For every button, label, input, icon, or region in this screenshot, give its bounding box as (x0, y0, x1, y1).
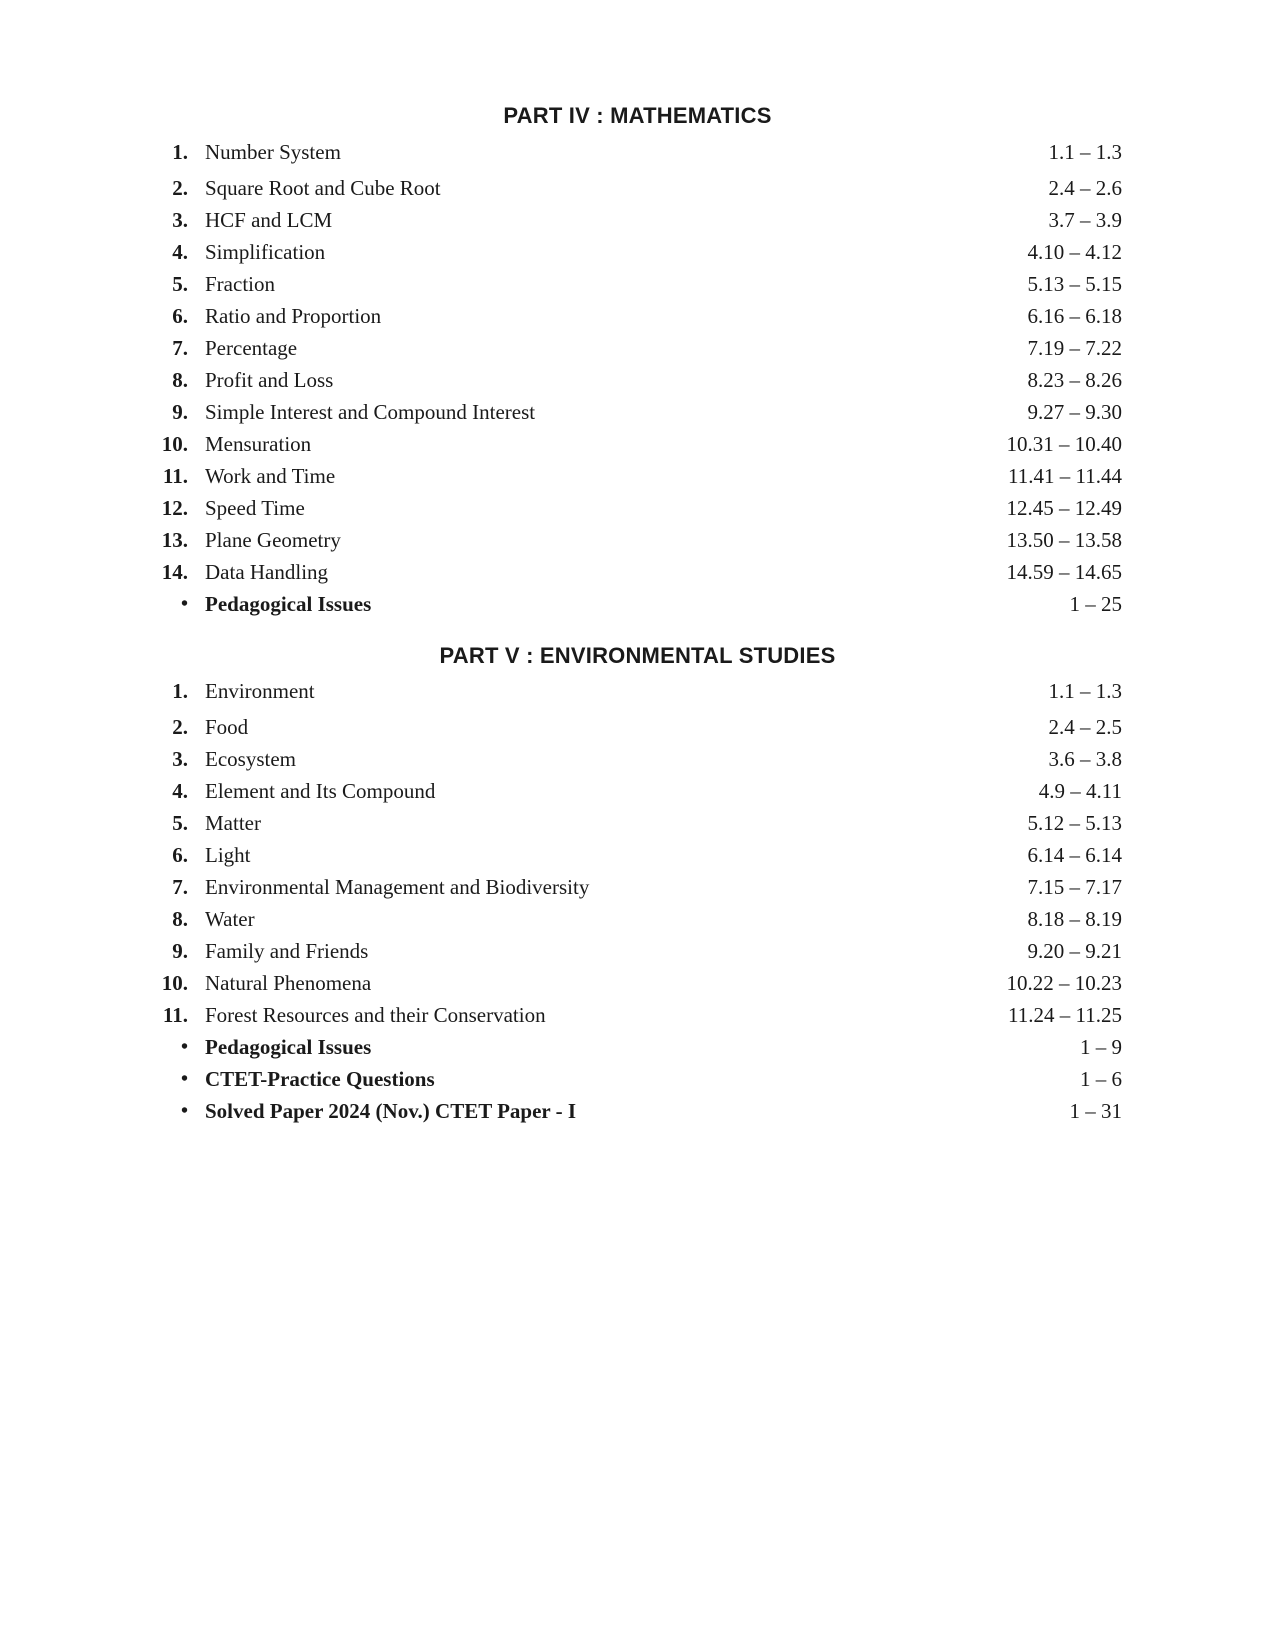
item-title: Simple Interest and Compound Interest (205, 400, 536, 424)
item-number: 6. (172, 304, 188, 328)
item-pages: 2.4 – 2.5 (1048, 715, 1122, 739)
item-number: 3. (172, 208, 188, 232)
bullet-icon: • (180, 1036, 188, 1058)
toc-row (150, 460, 1122, 492)
item-pages: 1 – 9 (1080, 1035, 1122, 1059)
part4-heading: PART IV : MATHEMATICS (503, 103, 772, 128)
item-title: Natural Phenomena (205, 971, 372, 995)
item-title: Mensuration (205, 432, 312, 456)
item-number: 5. (172, 272, 188, 296)
item-title: Plane Geometry (205, 528, 341, 552)
toc-row (150, 300, 1122, 332)
item-pages: 1 – 6 (1080, 1067, 1122, 1091)
toc-row (150, 675, 1122, 707)
item-pages: 6.16 – 6.18 (1027, 304, 1122, 328)
item-pages: 3.6 – 3.8 (1048, 747, 1122, 771)
item-pages: 8.23 – 8.26 (1027, 368, 1122, 392)
item-title: CTET-Practice Questions (205, 1067, 435, 1091)
item-pages: 11.24 – 11.25 (1008, 1003, 1122, 1027)
item-number: 7. (172, 336, 188, 360)
item-number: 3. (172, 747, 188, 771)
part5-heading: PART V : ENVIRONMENTAL STUDIES (439, 643, 836, 668)
item-title: Number System (205, 140, 341, 164)
toc-row (150, 839, 1122, 871)
item-number: 10. (161, 432, 188, 456)
item-title: Percentage (205, 336, 298, 360)
item-pages: 7.19 – 7.22 (1027, 336, 1122, 360)
item-title: Environment (205, 679, 315, 703)
item-number: 9. (172, 400, 188, 424)
item-title: Food (205, 715, 249, 739)
toc-row (150, 268, 1122, 300)
item-number: 6. (172, 843, 188, 867)
item-pages: 5.12 – 5.13 (1027, 811, 1122, 835)
item-number: 2. (172, 715, 188, 739)
item-pages: 10.31 – 10.40 (1006, 432, 1122, 456)
item-title: Ecosystem (205, 747, 296, 771)
item-title: Work and Time (205, 464, 336, 488)
item-title: Environmental Management and Biodiversity (205, 875, 590, 899)
bullet-icon: • (180, 1100, 188, 1122)
toc-row (150, 743, 1122, 775)
item-number: 8. (172, 368, 188, 392)
toc-row (150, 903, 1122, 935)
item-pages: 7.15 – 7.17 (1027, 875, 1122, 899)
item-pages: 1.1 – 1.3 (1048, 679, 1122, 703)
item-pages: 9.20 – 9.21 (1027, 939, 1122, 963)
toc-row (150, 999, 1122, 1031)
toc-row (150, 524, 1122, 556)
toc-row (150, 492, 1122, 524)
toc-row (150, 807, 1122, 839)
item-title: Pedagogical Issues (205, 592, 372, 616)
item-title: Profit and Loss (205, 368, 334, 392)
item-pages: 8.18 – 8.19 (1027, 907, 1122, 931)
item-title: Speed Time (205, 496, 305, 520)
item-title: Forest Resources and their Conservation (205, 1003, 546, 1027)
item-title: Water (205, 907, 255, 931)
item-title: Ratio and Proportion (205, 304, 382, 328)
bullet-icon: • (180, 1068, 188, 1090)
item-number: 8. (172, 907, 188, 931)
item-title: Data Handling (205, 560, 329, 584)
item-pages: 1 – 31 (1069, 1099, 1122, 1123)
item-number: 1. (172, 679, 188, 703)
item-pages: 9.27 – 9.30 (1027, 400, 1122, 424)
item-title: Fraction (205, 272, 275, 296)
part4-toc-list (150, 136, 1122, 620)
item-number: 14. (161, 560, 188, 584)
toc-row (150, 1063, 1122, 1095)
item-number: 7. (172, 875, 188, 899)
item-pages: 2.4 – 2.6 (1048, 176, 1122, 200)
item-number: 10. (161, 971, 188, 995)
bullet-icon: • (180, 593, 188, 615)
toc-row (150, 396, 1122, 428)
toc-row (150, 172, 1122, 204)
toc-row (150, 588, 1122, 620)
item-number: 5. (172, 811, 188, 835)
toc-row (150, 1031, 1122, 1063)
item-number: 11. (162, 464, 188, 488)
item-number: 13. (161, 528, 188, 552)
item-number: 4. (172, 779, 188, 803)
toc-row (150, 967, 1122, 999)
toc-row (150, 775, 1122, 807)
item-pages: 5.13 – 5.15 (1027, 272, 1122, 296)
item-pages: 4.9 – 4.11 (1038, 779, 1122, 803)
toc-row (150, 364, 1122, 396)
item-title: Square Root and Cube Root (205, 176, 441, 200)
item-pages: 1 – 25 (1069, 592, 1122, 616)
item-pages: 13.50 – 13.58 (1006, 528, 1122, 552)
item-pages: 3.7 – 3.9 (1048, 208, 1122, 232)
toc-row (150, 204, 1122, 236)
item-title: Simplification (205, 240, 326, 264)
item-title: Pedagogical Issues (205, 1035, 372, 1059)
item-title: Matter (205, 811, 261, 835)
item-number: 2. (172, 176, 188, 200)
item-number: 11. (162, 1003, 188, 1027)
item-number: 12. (161, 496, 188, 520)
item-pages: 14.59 – 14.65 (1006, 560, 1122, 584)
item-title: Solved Paper 2024 (Nov.) CTET Paper - I (205, 1099, 577, 1123)
part5-toc-list (150, 675, 1122, 1127)
toc-row (150, 871, 1122, 903)
toc-row (150, 428, 1122, 460)
item-pages: 1.1 – 1.3 (1048, 140, 1122, 164)
item-title: HCF and LCM (205, 208, 333, 232)
item-pages: 11.41 – 11.44 (1008, 464, 1122, 488)
item-pages: 10.22 – 10.23 (1006, 971, 1122, 995)
toc-row (150, 1095, 1122, 1127)
toc-row (150, 556, 1122, 588)
item-pages: 12.45 – 12.49 (1006, 496, 1122, 520)
item-title: Element and Its Compound (205, 779, 436, 803)
item-number: 9. (172, 939, 188, 963)
toc-row (150, 236, 1122, 268)
item-pages: 6.14 – 6.14 (1027, 843, 1122, 867)
item-pages: 4.10 – 4.12 (1027, 240, 1122, 264)
toc-row (150, 711, 1122, 743)
item-title: Family and Friends (205, 939, 369, 963)
toc-row (150, 935, 1122, 967)
item-number: 4. (172, 240, 188, 264)
toc-row (150, 332, 1122, 364)
item-number: 1. (172, 140, 188, 164)
toc-row (150, 136, 1122, 168)
item-title: Light (205, 843, 251, 867)
